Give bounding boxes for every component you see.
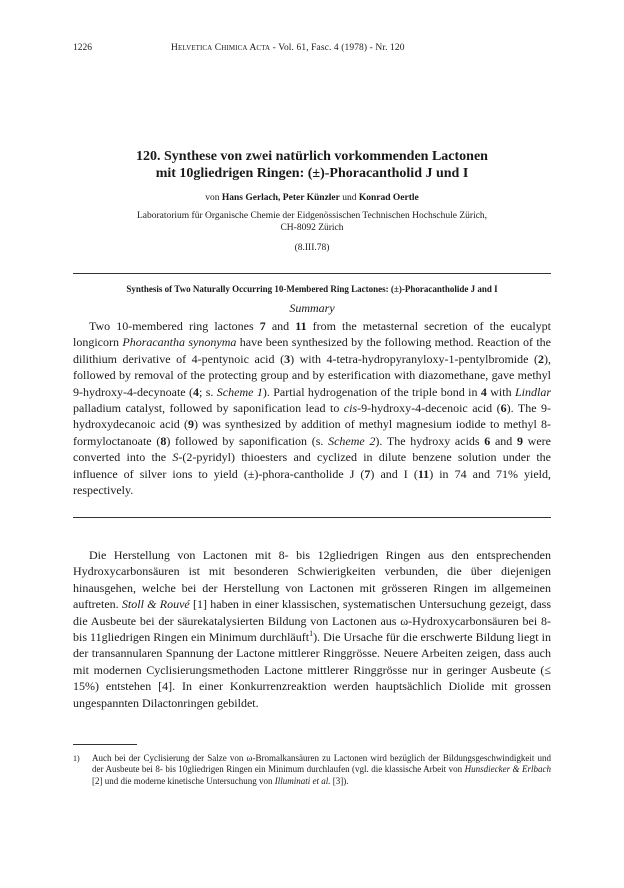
journal-issue: - Vol. 61, Fasc. 4 (1978) - Nr. 120 <box>270 43 405 53</box>
article-title <box>60 148 564 182</box>
body-paragraph: Die Herstellung von Lactonen mit 8- bis 12gliedrigen Ringen aus den entsprechenden Hydroxycarbonsäuren ist mit besonderen Schwierigkeiten verbunden, die über diejenigen hinausgehen, welche bei der Herstellung von Lactonen mit grösseren Ringen im allgemeinen auftreten. Stoll & Rouvé [1] haben in einer klassischen, systematischen Untersuchung gezeigt, dass die Ausbeute bei der säurekatalysierten Bildung von Lactonen aus ω-Hydroxycarbonsäuren bei 8- bis 11gliedrigen Ringen ein Minimum durchläuft$^1$). Die Ursache für die erschwerte Bildung liegt in der transannularen Spannung der Lactone mittlerer Ringgrösse. Neuere Arbeiten zeigen, dass auch mit modernen Cyclisierungsmethoden Lactone mittlerer Ringgrösse nur in geringer Ausbeute (≤ 15%) entstehen [4]. In einer Konkurrenzreaktion werden hauptsächlich Diolide mit grossen ungespannten Dilactonringen gebildet. <box>73 548 551 710</box>
footnote-rule <box>73 744 137 745</box>
page-number: 1226 <box>73 43 92 53</box>
summary-paragraph: Two 10-membered ring lactones 7 and 11 from the metasternal secretion of the eucalypt longicorn Phoracantha synonyma have been synthesized by the following method. Reaction of the dilithium derivative of 4-pentynoic acid (3) with 4-tetra-hydropyranyloxy-1-pentylbromide (2), followed by removal of the protecting group and by esterification with diazomethane, gave methyl 9-hydroxy-4-decynoate (4; s. Scheme 1). Partial hydrogenation of the triple bond in 4 with Lindlar palladium catalyst, followed by saponification lead to cis-9-hydroxy-4-decenoic acid (6). The 9-hydroxydecanoic acid (9) was synthesized by addition of methyl magnesium iodide to methyl 8-formyloctanoate (8) followed by saponification (s. Scheme 2). The hydroxy acids 6 and 9 were converted into the S-(2-pyridyl) thioesters and cyclized in dilute benzene solution under the influence of silver ions to yield (±)-phora-cantholide J (7) and I (11) in 74 and 71% yield, respectively. <box>73 319 552 498</box>
authors-prefix: von <box>205 193 222 203</box>
affiliation-line-2: CH-8092 Zürich <box>280 223 344 233</box>
affiliation-line-1: Laboratorium für Organische Chemie der Eidgenössischen Technischen Hochschule Zürich, <box>136 211 488 221</box>
footnote-reference[interactable]: 1 <box>309 629 314 639</box>
received-date: (8.III.78) <box>294 243 330 253</box>
authors <box>60 192 564 204</box>
journal-name: Helvetica Chimica Acta <box>171 43 271 53</box>
author-name-last: Konrad Oertle <box>358 193 419 203</box>
summary-text <box>73 318 551 498</box>
footnote-text: Auch bei der Cyclisierung der Salze von ω-Bromalkansäuren zu Lactonen wird bezüglich der Bildungsgeschwindigkeit und der Ausbeute bei 8- bis 10gliedrigen Ringen ein Minimum durchlaufen (vgl. die klassische Arbeit von Hunsdiecker & Erlbach [2] und die moderne kinetische Untersuchung von Illuminati et al. [3]). <box>92 753 551 786</box>
authors-conjunction: und <box>339 193 359 203</box>
author-names: Hans Gerlach, Peter Künzler <box>221 193 340 203</box>
summary-heading: Summary <box>289 301 335 315</box>
article-title-line-1: 120. Synthese von zwei natürlich vorkommenden Lactonen <box>136 149 488 164</box>
footnote-marker: 1) <box>73 754 80 763</box>
abstract-bottom-rule <box>73 517 551 518</box>
abstract-top-rule <box>73 273 551 274</box>
english-title: Synthesis of Two Naturally Occurring 10-Membered Ring Lactones: (±)-Phoracantholide J and I <box>126 284 498 294</box>
journal-citation <box>171 42 405 54</box>
article-title-line-2: mit 10gliedrigen Ringen: (±)-Phoracantholid J und I <box>155 166 469 181</box>
footnote <box>73 753 551 787</box>
affiliation <box>60 210 564 234</box>
article-header <box>60 148 564 254</box>
main-text <box>73 547 551 711</box>
citation-authors: Stoll & Rouvé <box>121 597 190 612</box>
